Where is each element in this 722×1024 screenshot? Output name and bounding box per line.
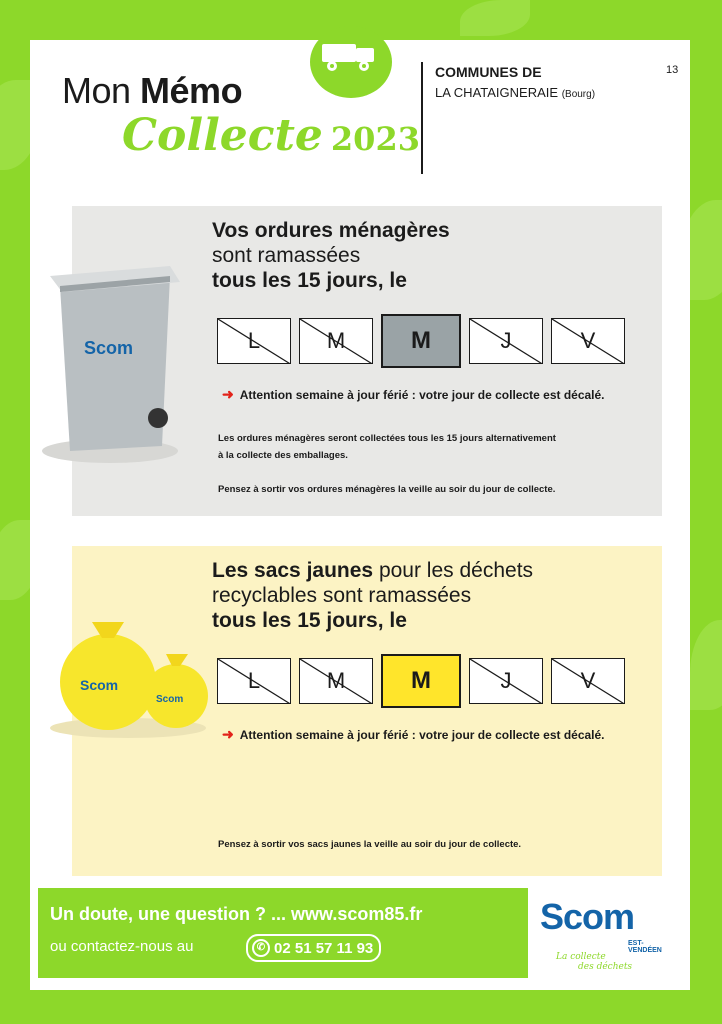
svg-text:Scom: Scom: [156, 694, 184, 705]
ordures-warning: ➜ Attention semaine à jour férié : votre jour de collecte est décalé.: [222, 386, 605, 402]
header-divider: [421, 62, 423, 174]
day-label: V: [580, 328, 596, 353]
day-label: L: [247, 328, 261, 353]
day-box: [469, 658, 543, 704]
day-label: V: [580, 668, 596, 693]
scom-logo: Scom EST-VENDÉEN La collecte des déchets: [540, 896, 662, 972]
day-box: [469, 318, 543, 364]
ordures-days: [217, 318, 633, 368]
svg-text:Scom: Scom: [84, 338, 134, 358]
page-number: 13: [666, 64, 679, 76]
arrow-icon: ➜: [222, 726, 234, 742]
day-box: [551, 318, 625, 364]
ordures-note: Les ordures ménagères seront collectées tous les 15 jours alternativement à la collecte des emballages. Pensez à sortir vos ordures ménagères la veille au soir du jour de collecte.: [218, 433, 556, 495]
title-mon-memo: Mon Mémo: [62, 70, 243, 111]
commune-name: LA CHATAIGNERAIE (Bourg): [435, 85, 596, 100]
memo-page: [30, 40, 690, 990]
day-label: M: [411, 667, 431, 694]
day-box: [299, 318, 373, 364]
truck-icon: [310, 26, 392, 98]
day-box: [299, 658, 373, 704]
sacs-panel: [72, 546, 662, 876]
arrow-icon: ➜: [222, 386, 234, 402]
communes-label: COMMUNES DE: [435, 64, 542, 80]
phone-icon: ✆: [252, 939, 270, 957]
background-leaf: [460, 0, 530, 36]
day-label: L: [247, 668, 261, 693]
day-label: J: [500, 328, 512, 353]
sacs-note: Pensez à sortir vos sacs jaunes la veille au soir du jour de collecte.: [218, 839, 522, 850]
day-box: [551, 658, 625, 704]
day-box: [217, 318, 291, 364]
title-collecte: Collecte 2023: [122, 110, 420, 161]
sacs-days: [217, 658, 633, 708]
title-year: 2023: [330, 120, 420, 158]
day-label: M: [326, 328, 346, 353]
day-box: [381, 654, 461, 708]
day-label: M: [326, 668, 346, 693]
footer-question[interactable]: Un doute, une question ? ... www.scom85.fr: [50, 904, 423, 924]
footer-contact-bar: [38, 888, 528, 978]
sacs-heading: Les sacs jaunes pour les déchets recyclables sont ramassées tous les 15 jours, le: [212, 559, 534, 632]
ordures-heading: Vos ordures ménagères sont ramassées tous les 15 jours, le: [212, 219, 450, 292]
ordures-panel: [72, 206, 662, 516]
phone-number[interactable]: ✆ 02 51 57 11 93: [246, 934, 381, 962]
svg-text:Scom: Scom: [80, 677, 119, 693]
day-label: M: [411, 327, 431, 354]
yellow-bags-icon: [48, 602, 218, 747]
day-box: [217, 658, 291, 704]
day-label: J: [500, 668, 512, 693]
background-leaf: [690, 620, 722, 710]
footer-contact-text: ou contactez-nous au: [50, 938, 194, 955]
day-box: [381, 314, 461, 368]
trash-bin-icon: [40, 246, 190, 471]
sacs-warning: ➜ Attention semaine à jour férié : votre jour de collecte est décalé.: [222, 726, 605, 742]
